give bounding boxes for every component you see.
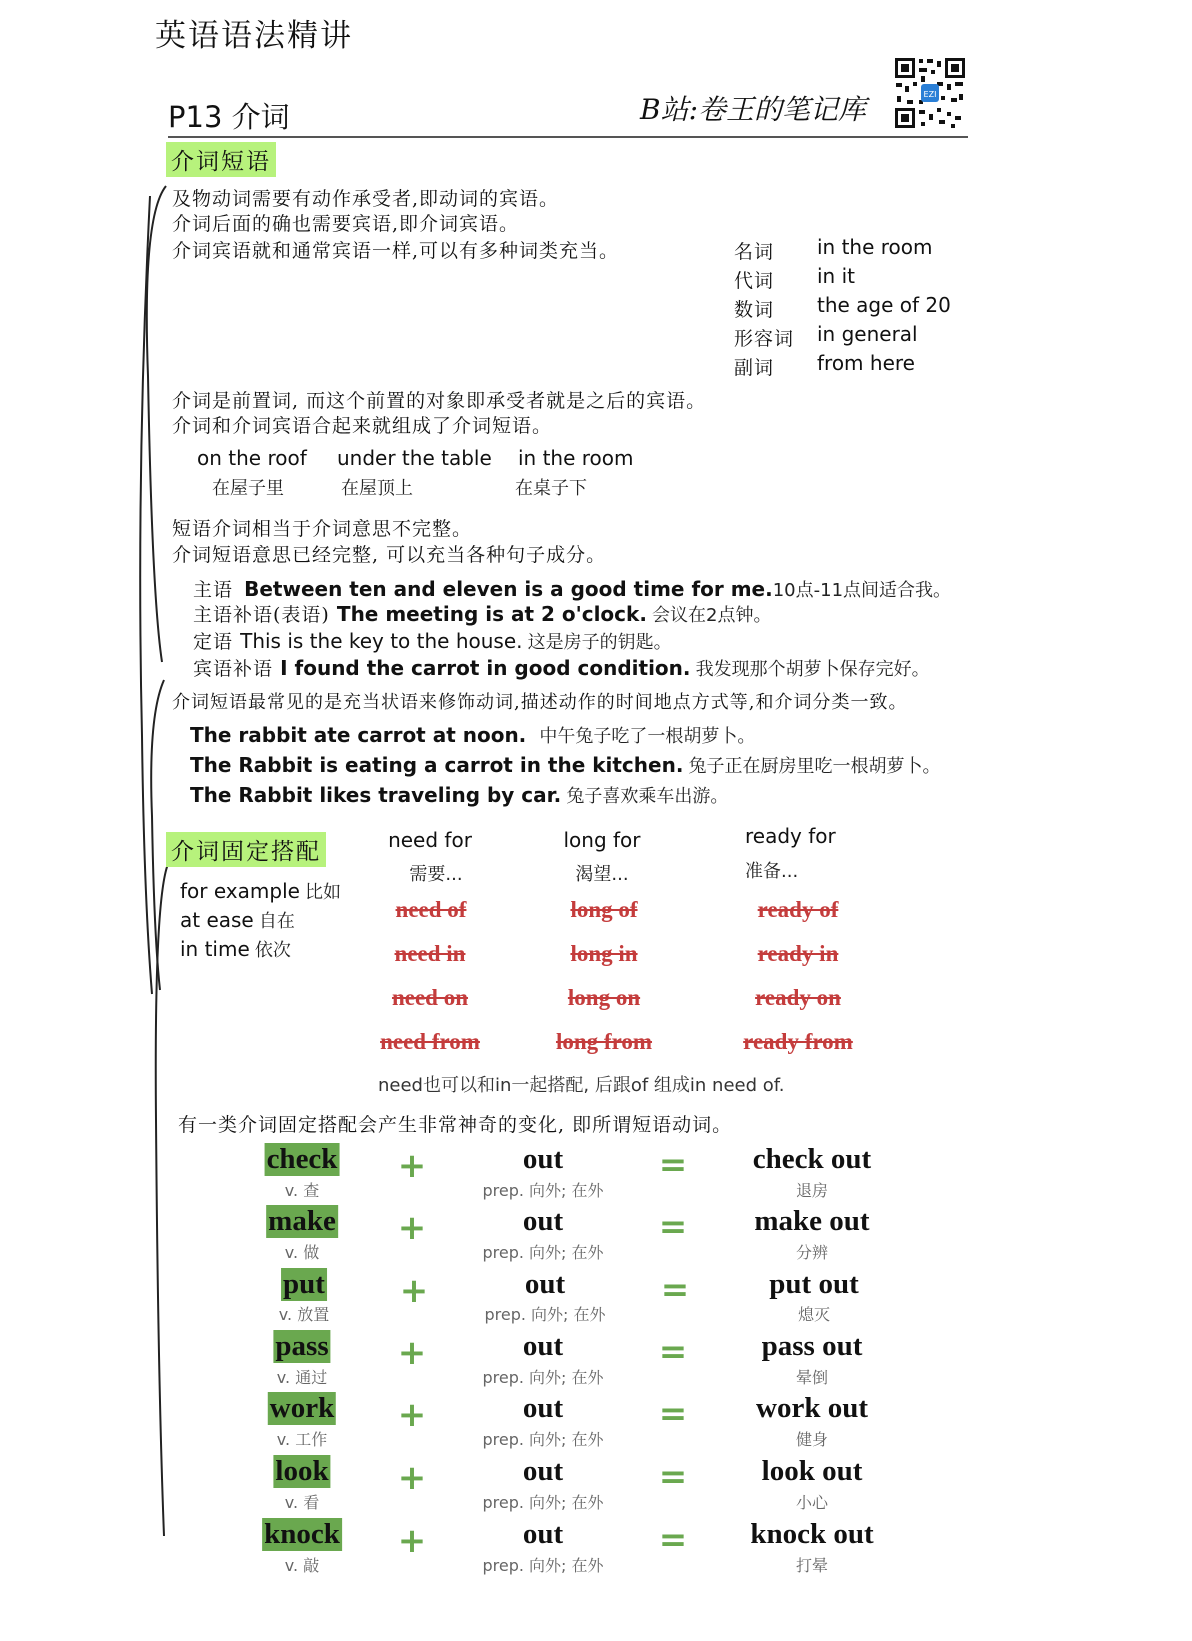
phrasal-verb-intro: 有一类介词固定搭配会产生非常神奇的变化, 即所谓短语动词。 — [178, 1114, 733, 1136]
role-example — [193, 654, 930, 681]
wrong-collocation: long of — [570, 897, 638, 922]
particle-meaning: prep. 向外; 在外 — [482, 1430, 604, 1449]
phrasal-verb-result: look out — [761, 1455, 863, 1487]
wrong-collocation: ready in — [757, 941, 839, 966]
collocation-example — [180, 936, 291, 962]
role-translation: 10点-11点间适合我。 — [772, 580, 952, 601]
verb-meaning: v. 工作 — [276, 1430, 328, 1449]
equals-icon: = — [658, 1457, 688, 1497]
particle-meaning: prep. 向外; 在外 — [482, 1493, 604, 1512]
word-class: 代词 — [734, 270, 775, 292]
particle-meaning: prep. 向外; 在外 — [484, 1305, 606, 1324]
plus-icon: + — [397, 1333, 427, 1373]
particle-meaning: prep. 向外; 在外 — [482, 1368, 604, 1387]
verb-word: check — [266, 1143, 338, 1175]
equals-icon: = — [658, 1520, 688, 1560]
collocation-en: at ease — [180, 908, 254, 932]
text-line: 介词宾语就和通常宾语一样,可以有多种词类充当。 — [172, 240, 620, 262]
phrase-translation: 在屋顶上 — [341, 478, 413, 499]
equals-icon: = — [658, 1207, 688, 1247]
text-line: 介词后面的确也需要宾语,即介词宾语。 — [172, 213, 520, 235]
wrong-collocation: ready of — [757, 897, 839, 922]
adverbial-line: 介词短语最常见的是充当状语来修饰动词,描述动作的时间地点方式等,和介词分类一致。 — [172, 692, 908, 713]
column-head-translation: 渴望... — [575, 864, 629, 885]
phrasal-verb-meaning: 打晕 — [795, 1556, 829, 1575]
collocation-example — [180, 907, 295, 933]
role-translation: 我发现那个胡萝卜保存完好。 — [695, 659, 930, 680]
verb-word: knock — [264, 1518, 340, 1550]
phrase-example: in the room — [518, 446, 634, 470]
role-translation: 这是房子的钥匙。 — [527, 632, 672, 653]
example-translation: 中午兔子吃了一根胡萝卜。 — [539, 726, 756, 747]
role-sentence: I found the carrot in good condition. — [280, 656, 691, 680]
equals-icon: = — [660, 1270, 690, 1310]
phrasal-verb-meaning: 晕倒 — [795, 1368, 829, 1387]
text-line: 短语介词相当于介词意思不完整。 — [172, 518, 473, 540]
page-heading: P13 介词 — [168, 100, 290, 134]
word-class-example: in general — [817, 322, 918, 346]
word-class: 名词 — [734, 241, 775, 263]
wrong-collocation: long in — [570, 941, 638, 966]
collocation-cn: 自在 — [258, 911, 295, 932]
column-head: need for — [388, 828, 472, 852]
phrase-example: on the roof — [197, 446, 307, 470]
collocation-cn: 依次 — [254, 940, 291, 961]
particle-word: out — [522, 1143, 564, 1175]
text-line: 介词和介词宾语合起来就组成了介词短语。 — [172, 415, 553, 437]
column-head: ready for — [745, 824, 836, 848]
role-label: 主语 — [193, 579, 234, 601]
equals-icon: = — [658, 1145, 688, 1185]
equals-icon: = — [658, 1394, 688, 1434]
wrong-collocation: long from — [555, 1029, 653, 1054]
text-line: 介词短语意思已经完整, 可以充当各种句子成分。 — [172, 544, 607, 566]
word-class-example: the age of 20 — [817, 293, 951, 317]
particle-meaning: prep. 向外; 在外 — [482, 1556, 604, 1575]
example-sentence: The Rabbit is eating a carrot in the kitchen. — [190, 753, 684, 777]
document-title: 英语语法精讲 — [155, 18, 353, 54]
role-sentence: The meeting is at 2 o'clock. — [336, 602, 647, 626]
verb-word: put — [283, 1268, 325, 1300]
collocation-en: for example — [180, 879, 300, 903]
role-example — [193, 575, 951, 602]
verb-meaning: v. 通过 — [276, 1368, 328, 1387]
section-label-prep-phrase: 介词短语 — [166, 142, 276, 177]
collocation-example — [180, 878, 341, 904]
section-label-fixed-collocation: 介词固定搭配 — [166, 832, 326, 867]
plus-icon: + — [399, 1271, 429, 1311]
phrasal-verb-result: make out — [754, 1205, 870, 1237]
phrase-translation: 在屋子里 — [212, 478, 284, 499]
bracket-line-fixed — [150, 860, 172, 1540]
word-class: 数词 — [734, 299, 775, 321]
wrong-collocation: need in — [394, 941, 466, 966]
verb-word: pass — [275, 1330, 329, 1362]
role-label: 主语补语(表语) — [193, 604, 330, 626]
text-line: 介词是前置词, 而这个前置的对象即承受者就是之后的宾语。 — [172, 390, 707, 412]
column-head: long for — [563, 828, 641, 852]
verb-word: make — [268, 1205, 336, 1237]
wrong-collocation: need on — [391, 985, 469, 1010]
phrasal-verb-meaning: 小心 — [795, 1493, 829, 1512]
example-sentence: The rabbit ate carrot at noon. — [190, 723, 527, 747]
phrasal-verb-meaning: 熄灭 — [797, 1305, 831, 1324]
role-label: 定语 — [193, 631, 234, 653]
particle-word: out — [522, 1392, 564, 1424]
particle-meaning: prep. 向外; 在外 — [482, 1181, 604, 1200]
wrong-collocation: long on — [567, 985, 641, 1010]
plus-icon: + — [397, 1146, 427, 1186]
particle-word: out — [522, 1518, 564, 1550]
example-translation: 兔子正在厨房里吃一根胡萝卜。 — [688, 756, 941, 777]
verb-meaning: v. 看 — [284, 1493, 320, 1512]
phrasal-verb-result: work out — [756, 1392, 868, 1424]
particle-word: out — [522, 1205, 564, 1237]
verb-meaning: v. 敲 — [284, 1556, 320, 1575]
role-example — [193, 600, 771, 627]
collocation-note: need也可以和in一起搭配, 后跟of 组成in need of. — [378, 1075, 785, 1096]
phrase-translation: 在桌子下 — [515, 478, 587, 499]
phrasal-verb-meaning: 健身 — [795, 1430, 829, 1449]
particle-word: out — [522, 1455, 564, 1487]
word-class-example: in it — [817, 264, 855, 288]
phrasal-verb-meaning: 退房 — [795, 1181, 829, 1200]
adverbial-example — [190, 782, 728, 808]
plus-icon: + — [397, 1458, 427, 1498]
plus-icon: + — [397, 1208, 427, 1248]
role-label: 宾语补语 — [193, 658, 274, 680]
wrong-collocation: need of — [395, 897, 467, 922]
svg-text:EZI: EZI — [923, 90, 937, 99]
wrong-collocation: ready on — [755, 985, 841, 1010]
qr-code-icon — [893, 56, 967, 130]
verb-meaning: v. 放置 — [278, 1305, 330, 1324]
phrasal-verb-result: put out — [769, 1268, 859, 1300]
particle-word: out — [524, 1268, 566, 1300]
phrasal-verb-result: pass out — [761, 1330, 863, 1362]
collocation-cn: 比如 — [305, 882, 342, 903]
column-head-translation: 准备... — [745, 861, 799, 882]
adverbial-example — [190, 752, 941, 778]
phrase-example: under the table — [337, 446, 492, 470]
header-divider — [168, 136, 968, 138]
role-sentence: This is the key to the house. — [240, 629, 523, 653]
role-sentence: Between ten and eleven is a good time for me. — [244, 577, 773, 601]
word-class-example: from here — [817, 351, 915, 375]
role-translation: 会议在2点钟。 — [652, 605, 772, 626]
verb-word: work — [269, 1392, 335, 1424]
verb-word: look — [275, 1455, 329, 1487]
text-line: 及物动词需要有动作承受者,即动词的宾语。 — [172, 188, 560, 210]
wrong-collocation: ready from — [743, 1029, 853, 1054]
phrasal-verb-result: knock out — [750, 1518, 874, 1550]
word-class-example: in the room — [817, 235, 933, 259]
particle-meaning: prep. 向外; 在外 — [482, 1243, 604, 1262]
column-head-translation: 需要... — [409, 864, 463, 885]
example-translation: 兔子喜欢乘车出游。 — [566, 786, 729, 807]
adverbial-example — [190, 722, 755, 748]
plus-icon: + — [397, 1395, 427, 1435]
example-sentence: The Rabbit likes traveling by car. — [190, 783, 562, 807]
word-class: 形容词 — [734, 328, 795, 350]
collocation-en: in time — [180, 937, 250, 961]
verb-meaning: v. 做 — [284, 1243, 320, 1262]
role-example — [193, 627, 672, 654]
phrasal-verb-meaning: 分辨 — [795, 1243, 829, 1262]
verb-meaning: v. 查 — [284, 1181, 320, 1200]
author-credit: B站:卷王的笔记库 — [640, 93, 867, 126]
phrasal-verb-result: check out — [752, 1143, 872, 1175]
wrong-collocation: need from — [380, 1029, 480, 1054]
word-class: 副词 — [734, 357, 775, 379]
equals-icon: = — [658, 1332, 688, 1372]
plus-icon: + — [397, 1521, 427, 1561]
particle-word: out — [522, 1330, 564, 1362]
